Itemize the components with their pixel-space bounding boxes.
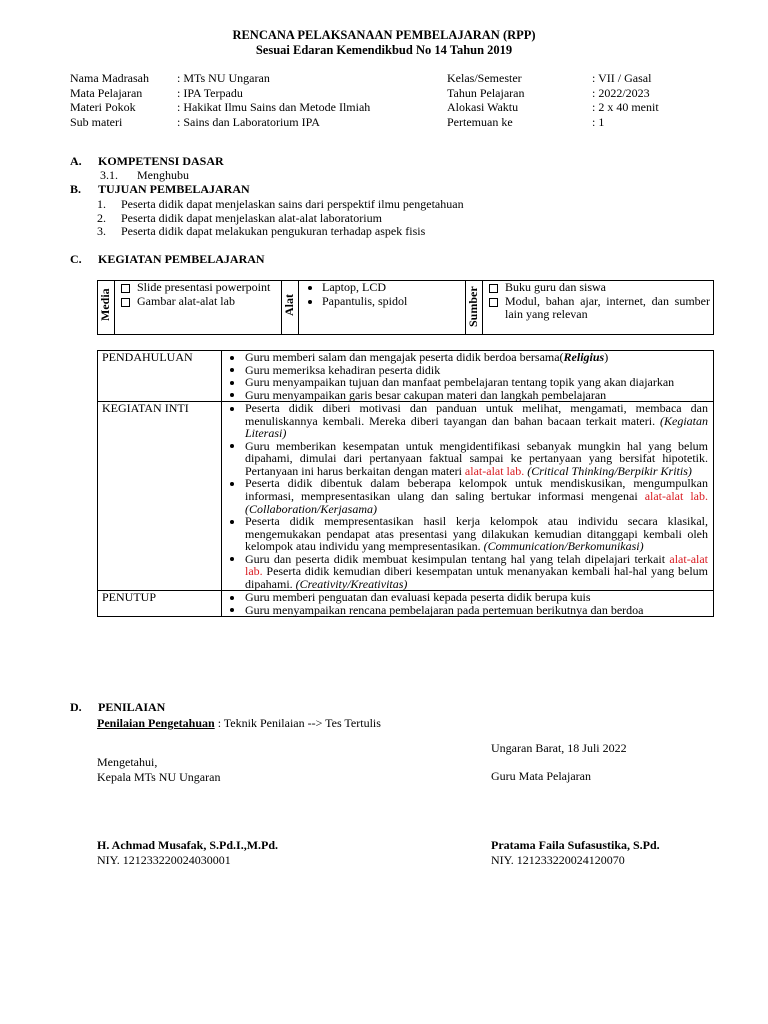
guru-niy: NIY. 121233220024120070	[491, 852, 625, 867]
list-item: Guru menyampaikan tujuan dan manfaat pembelajaran tentang topik yang akan diajarkan	[222, 376, 708, 389]
checkbox-icon	[489, 298, 498, 307]
document-subtitle: Sesuai Edaran Kemendikbud No 14 Tahun 2019	[255, 43, 513, 57]
info-label: Pertemuan ke	[447, 114, 513, 129]
info-row	[70, 71, 710, 86]
bullet-icon	[230, 444, 234, 448]
info-value: : VII / Gasal	[592, 71, 652, 85]
bullet-icon	[230, 356, 234, 360]
list-item: Papantulis, spidol	[302, 295, 462, 309]
list-item: Guru memberikan kesempatan untuk mengidentifikasi sebanyak mungkin hal yang belum dipahami, dimulai dari pertanyaan faktual sampai ke pertanyaan yang bersifat hipotetik. Pertanyaan ini harus berkaitan dengan materi alat-alat lab. (Critical Thinking/Berpikir Kritis)	[222, 440, 708, 478]
list-item: Guru memberi penguatan dan evaluasi kepada peserta didik berupa kuis	[222, 591, 708, 604]
list-item: Slide presentasi powerpoint	[118, 281, 278, 295]
bullet-icon	[230, 393, 234, 397]
section-d-heading: D. PENILAIAN	[70, 700, 166, 714]
section-c-heading: C. KEGIATAN PEMBELAJARAN	[70, 252, 265, 266]
penilaian-label: Penilaian Pengetahuan	[97, 716, 215, 730]
info-value: : 2022/2023	[592, 85, 650, 100]
mengetahui-text: Mengetahui, Kepala MTs NU Ungaran	[97, 755, 221, 784]
alat-items-cell	[299, 281, 466, 335]
kompetensi-item: 3.1. Menghubu	[100, 168, 189, 182]
list-item: Buku guru dan siswa	[486, 281, 710, 295]
info-value: : Hakikat Ilmu Sains dan Metode Ilmiah	[177, 100, 371, 115]
bullet-icon	[308, 286, 312, 290]
table-row	[98, 591, 714, 617]
kegiatan-table	[97, 350, 714, 617]
penutup-body	[222, 591, 714, 617]
info-value: : MTs NU Ungaran	[177, 71, 270, 85]
checkbox-icon	[121, 298, 130, 307]
bullet-icon	[308, 300, 312, 304]
bullet-icon	[230, 608, 234, 612]
info-label: Kelas/Semester	[447, 71, 522, 85]
guru-signature	[491, 838, 660, 867]
table-row	[98, 402, 714, 591]
info-label: Nama Madrasah	[70, 71, 149, 85]
sumber-label-cell: Sumber	[466, 281, 483, 335]
penutup-label: PENUTUP	[98, 591, 222, 617]
info-value: : IPA Terpadu	[177, 85, 243, 100]
list-item: 3. Peserta didik dapat melakukan pengukuran terhadap aspek fisis	[97, 224, 426, 238]
penilaian-line: Penilaian Pengetahuan : Teknik Penilaian --> Tes Tertulis	[97, 716, 381, 730]
section-a-heading: A. KOMPETENSI DASAR	[70, 154, 224, 168]
list-item: 2. Peserta didik dapat menjelaskan alat-alat laboratorium	[97, 210, 382, 225]
bullet-icon	[230, 482, 234, 486]
pendahuluan-label: PENDAHULUAN	[98, 351, 222, 402]
bullet-icon	[230, 407, 234, 411]
inti-body	[222, 402, 714, 591]
bullet-icon	[230, 368, 234, 372]
bullet-icon	[230, 520, 234, 524]
table-row	[98, 351, 714, 402]
checkbox-icon	[121, 284, 130, 293]
pendahuluan-body	[222, 351, 714, 402]
list-item: Guru memeriksa kehadiran peserta didik	[222, 364, 708, 377]
info-label: Materi Pokok	[70, 100, 136, 115]
info-value: : 1	[592, 114, 605, 129]
alat-label-cell: Alat	[282, 281, 299, 335]
list-item: Laptop, LCD	[302, 281, 462, 295]
list-item: Guru dan peserta didik membuat kesimpulan tentang hal yang telah dipelajari terkait alat-alat lab. Peserta didik kemudian diberi kesempatan untuk menanyakan kembali hal-hal yang belum dipahami. (Creativity/Kreativitas)	[222, 553, 708, 591]
info-value: : Sains dan Laboratorium IPA	[177, 114, 320, 129]
info-label: Alokasi Waktu	[447, 100, 519, 115]
list-item: Gambar alat-alat lab	[118, 295, 278, 309]
bullet-icon	[230, 381, 234, 385]
media-items-cell	[115, 281, 282, 335]
info-value: : 2 x 40 menit	[592, 100, 659, 115]
tujuan-list	[97, 198, 464, 239]
list-item: 1. Peserta didik dapat menjelaskan sains dari perspektif ilmu pengetahuan	[97, 197, 464, 211]
place-date: Ungaran Barat, 18 Juli 2022	[491, 741, 627, 755]
bullet-icon	[230, 596, 234, 600]
info-row	[70, 86, 710, 101]
list-item: Peserta didik mempresentasikan hasil kerja kelompok atau individu secara klasikal, mengemukakan pendapat atas presentasi yang dilakukan kemudian ditanggapi kembali oleh kelompok atau individu yang mempresentasikan. (Communication/Berkomunikasi)	[222, 515, 708, 553]
info-row	[70, 100, 710, 115]
info-label: Tahun Pelajaran	[447, 85, 525, 100]
info-label: Mata Pelajaran	[70, 85, 143, 100]
section-b-heading: B. TUJUAN PEMBELAJARAN	[70, 182, 250, 196]
kepala-signature	[97, 838, 278, 867]
bullet-icon	[230, 557, 234, 561]
kepala-name: H. Achmad Musafak, S.Pd.I.,M.Pd.	[97, 838, 279, 852]
list-item: Peserta didik diberi motivasi dan panduan untuk melihat, mengamati, membaca dan menuliskannya kembali. Mereka diberi tayangan dan bahan bacaan terkait materi. (Kegiatan Literasi)	[222, 402, 708, 440]
list-item: Guru menyampaikan garis besar cakupan materi dan langkah pembelajaran	[222, 389, 708, 402]
info-row	[70, 115, 710, 130]
document-title: RENCANA PELAKSANAAN PEMBELAJARAN (RPP)	[232, 28, 536, 42]
list-item: Modul, bahan ajar, internet, dan sumber lain yang relevan	[486, 295, 710, 322]
sumber-items-cell	[483, 281, 714, 335]
list-item: Peserta didik dibentuk dalam beberapa kelompok untuk mendiskusikan, mengumpulkan informasi, mempresentasikan ulang dan saling bertukar informasi mengenai alat-alat lab. (Collaboration/Kerjasama)	[222, 477, 708, 515]
guru-role: Guru Mata Pelajaran	[491, 769, 591, 783]
info-block	[70, 71, 710, 129]
guru-name: Pratama Faila Sufasustika, S.Pd.	[491, 838, 660, 852]
media-label-cell: Media	[98, 281, 115, 335]
checkbox-icon	[489, 284, 498, 293]
kepala-niy: NIY. 121233220024030001	[97, 852, 231, 867]
list-item: Guru memberi salam dan mengajak peserta didik berdoa bersama(Religius)	[222, 351, 708, 364]
media-table	[97, 280, 714, 335]
list-item: Guru menyampaikan rencana pembelajaran pada pertemuan berikutnya dan berdoa	[222, 604, 708, 617]
info-label: Sub materi	[70, 114, 123, 129]
inti-label: KEGIATAN INTI	[98, 402, 222, 591]
